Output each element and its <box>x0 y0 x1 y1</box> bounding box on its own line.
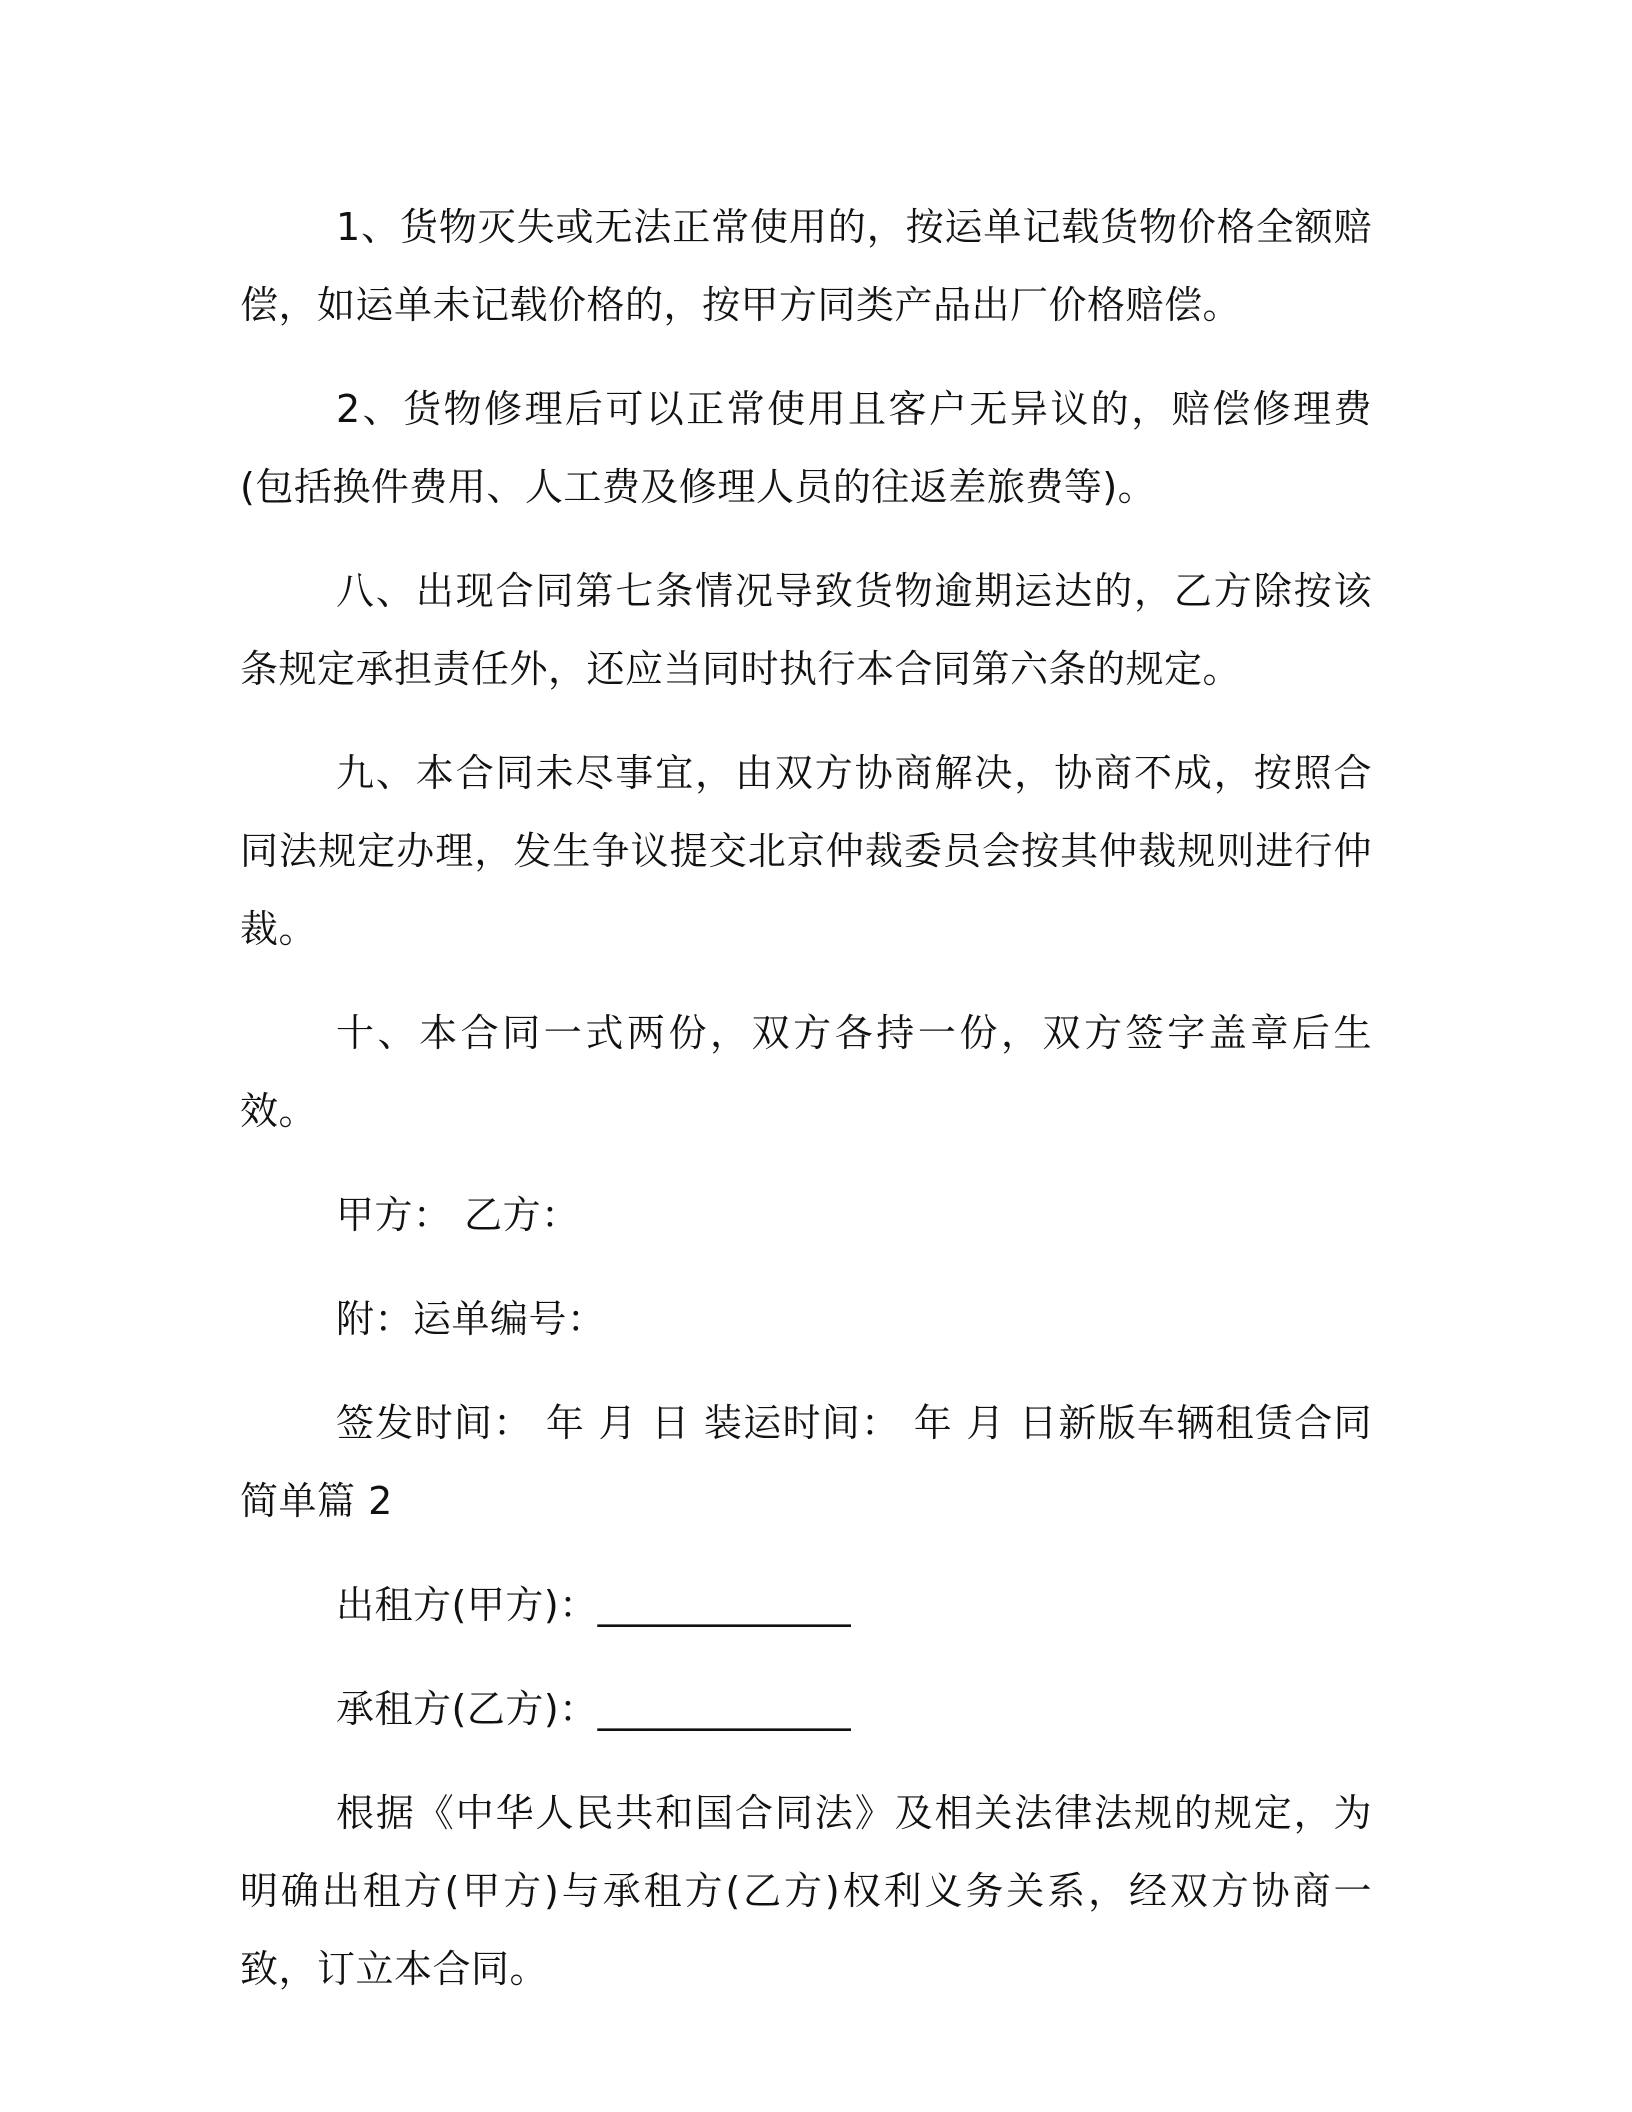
clause-nine: 九、本合同未尽事宜，由双方协商解决，协商不成，按照合同法规定办理，发生争议提交北京仲裁委员会按其仲裁规则进行仲裁。 <box>240 751 1372 951</box>
clause-eight: 八、出现合同第七条情况导致货物逾期运达的，乙方除按该条规定承担责任外，还应当同时执行本合同第六条的规定。 <box>240 569 1372 691</box>
document-body <box>240 188 1372 2034</box>
clause-compensation-repair: 2、货物修理后可以正常使用且客户无异议的，赔偿修理费(包括换件费用、人工费及修理人员的往返差旅费等)。 <box>240 387 1372 509</box>
waybill-number-line: 附：运单编号： <box>336 1297 606 1341</box>
party-signature-line: 甲方： 乙方： <box>336 1193 580 1237</box>
contract-preamble: 根据《中华人民共和国合同法》及相关法律法规的规定，为明确出租方(甲方)与承租方(乙方)权利义务关系，经双方协商一致，订立本合同。 <box>240 1791 1372 1991</box>
lessor-line: 出租方(甲方)：_____________ <box>336 1583 852 1627</box>
clause-ten: 十、本合同一式两份，双方各持一份，双方签字盖章后生效。 <box>240 1011 1372 1133</box>
lessee-line: 承租方(乙方)：_____________ <box>336 1687 852 1731</box>
clause-compensation-loss: 1、货物灭失或无法正常使用的，按运单记载货物价格全额赔偿，如运单未记载价格的，按甲方同类产品出厂价格赔偿。 <box>240 205 1372 327</box>
dates-and-section-title: 签发时间： 年 月 日 装运时间： 年 月 日新版车辆租赁合同简单篇 2 <box>240 1401 1372 1523</box>
